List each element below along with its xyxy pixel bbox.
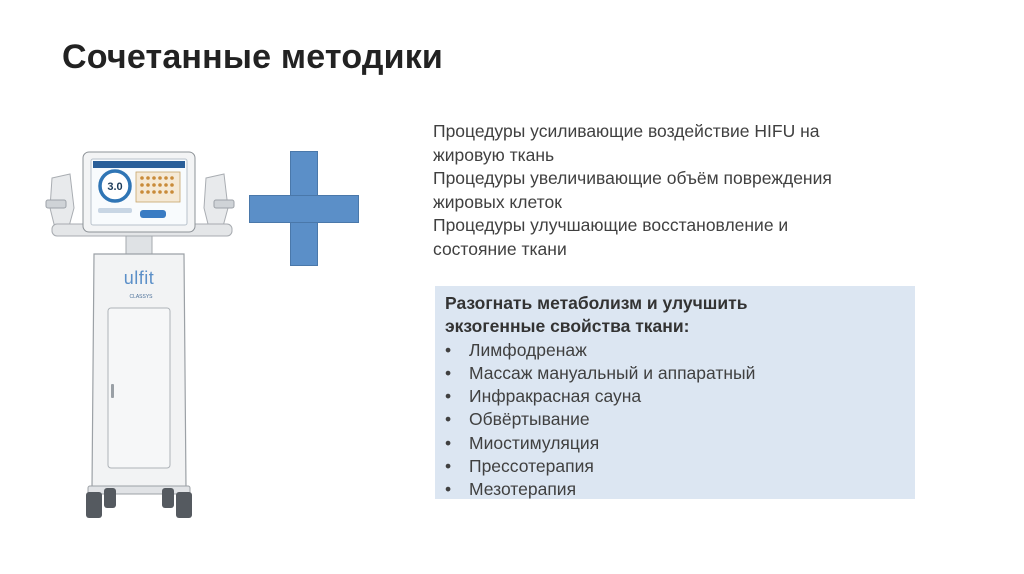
list-item: [445, 432, 903, 455]
list-item-label: Обвёртывание: [469, 409, 590, 430]
list-item-label: Мезотерапия: [469, 479, 577, 500]
slide-title: Сочетанные методики: [62, 38, 444, 76]
screen-value: 3.0: [107, 181, 123, 193]
box-heading-line1: Разогнать метаболизм и улучшить: [445, 293, 748, 313]
procedure-line: Процедуры увеличивающие объём повреждения: [433, 168, 832, 188]
bullet-icon: •: [445, 386, 452, 407]
bullet-icon: •: [445, 409, 452, 430]
list-item: [445, 362, 903, 385]
procedure-line: жировых клеток: [433, 191, 562, 212]
list-item: [445, 478, 903, 501]
list-item-label: Лимфодренаж: [469, 339, 587, 360]
box-heading-line2: экзогенные свойства ткани:: [445, 316, 690, 337]
device-maker-logo: CLASSYS: [129, 294, 153, 300]
handpiece-left: [46, 174, 74, 232]
bullet-icon: •: [445, 362, 452, 383]
device-door: [108, 308, 170, 468]
procedures-text: [433, 120, 933, 261]
bullet-icon: •: [445, 456, 452, 477]
bullet-icon: •: [445, 432, 452, 453]
list-item-label: Инфракрасная сауна: [469, 386, 642, 407]
procedure-line: Процедуры улучшающие восстановление и: [433, 215, 789, 235]
list-item: [445, 385, 903, 408]
bullet-icon: •: [445, 479, 452, 500]
list-item: [445, 408, 903, 431]
procedure-line: состояние ткани: [433, 238, 567, 259]
methods-list: [445, 339, 903, 502]
device-brand-logo: ulfit: [123, 268, 155, 288]
plus-icon: [249, 151, 359, 266]
list-item-label: Миостимуляция: [469, 432, 600, 453]
procedure-line: жировую ткань: [433, 144, 555, 165]
handpiece-right: [204, 174, 234, 232]
list-item: [445, 455, 903, 478]
hifu-device-image: [38, 148, 243, 523]
procedure-line: Процедуры усиливающие воздействие HIFU на: [433, 121, 820, 141]
bullet-icon: •: [445, 339, 452, 360]
list-item-label: Прессотерапия: [469, 456, 594, 477]
combo-methods-box: [435, 286, 915, 499]
list-item: [445, 339, 903, 362]
list-item-label: Массаж мануальный и аппаратный: [469, 362, 756, 383]
